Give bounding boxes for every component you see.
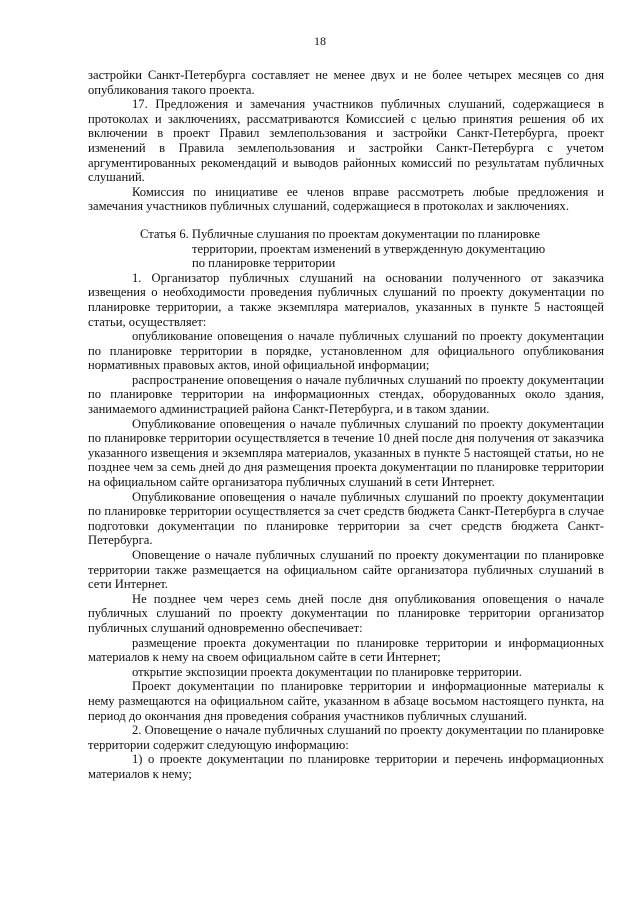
article-paragraph-1: 1. Организатор публичных слушаний на основании полученного от заказчика извещения о необходимости проведения публичных слушаний по проекту документации по планировке территории, а также экземпляра материалов, указанных в пункте 5 настоящей статьи, осуществляет: [88, 270, 604, 329]
article-heading [88, 227, 604, 271]
article-paragraph-seven-days: Не позднее чем через семь дней после дня опубликования оповещения о начале публичных слушаний по проекту документации по планировке территории организатор публичных слушаний одновременно обеспечивает: [88, 591, 604, 635]
article-paragraph-2: 2. Оповещение о начале публичных слушаний по проекту документации по планировке территории содержит следующую информацию: [88, 723, 604, 752]
document-body [88, 68, 604, 782]
paragraph-continuation: застройки Санкт-Петербурга составляет не менее двух и не более четырех месяцев со дня опубликования такого проекта. [88, 68, 604, 97]
article-paragraph-exposition: открытие экспозиции проекта документации по планировке территории. [132, 664, 522, 679]
article-paragraph-website: Оповещение о начале публичных слушаний по проекту документации по планировке территории также размещается на официальном сайте организатора публичных слушаний в сети Интернет. [88, 548, 604, 592]
article-paragraph-publication-funding: Опубликование оповещения о начале публичных слушаний по проекту документации по планировке территории осуществляется за счет средств бюджета Санкт-Петербурга в случае подготовки документации по планировке территории за счет средств бюджета Санкт-Петербурга. [88, 489, 604, 548]
article-heading-line-3: по планировке территории [192, 256, 336, 271]
article-heading-line-1: Статья 6. Публичные слушания по проектам документации по планировке [140, 226, 540, 241]
article-paragraph-2-item-1: 1) о проекте документации по планировке территории и перечень информационных материалов к нему; [88, 752, 604, 781]
article-heading-line-2: территории, проектам изменений в утвержденную документацию [192, 241, 546, 256]
article-paragraph-publication: опубликование оповещения о начале публичных слушаний по проекту документации по планировке территории в порядке, установленном для официального опубликования нормативных правовых актов, иной официальной информации; [88, 329, 604, 373]
paragraph-commission: Комиссия по инициативе ее членов вправе рассмотреть любые предложения и замечания участников публичных слушаний, содержащиеся в протоколах и заключениях. [88, 184, 604, 214]
article-paragraph-publication-timing: Опубликование оповещения о начале публичных слушаний по проекту документации по планировке территории осуществляется в течение 10 дней после дня получения от заказчика указанного извещения и экземпляра материалов, указанных в пункте 5 настоящей статьи, но не позднее чем за семь дней до дня размещения проекта документации по планировке территории на официальном сайте организатора публичных слушаний в сети Интернет. [88, 416, 604, 490]
page-number: 18 [314, 34, 326, 48]
paragraph-item-17: 17. Предложения и замечания участников публичных слушаний, содержащиеся в протоколах и заключениях, рассматриваются Комиссией с целью принятия решения об их включении в проект Правил землепользования и застройки Санкт-Петербурга, проект изменений в Правила землепользования и застройки Санкт-Петербурга с учетом аргументированных рекомендаций и выводов районных комиссий по результатам публичных слушаний. [88, 97, 604, 185]
article-paragraph-period: Проект документации по планировке территории и информационные материалы к нему размещаются на официальном сайте, указанном в абзаце восьмом настоящего пункта, на период до окончания дня проведения собрания участников публичных слушаний. [88, 679, 604, 723]
article-paragraph-distribution: распространение оповещения о начале публичных слушаний по проекту документации по планировке территории на информационных стендах, оборудованных около здания, занимаемого администрацией района Санкт-Петербурга, и в таком здании. [88, 372, 604, 417]
article-paragraph-placement: размещение проекта документации по планировке территории и информационных материалов к нему на своем официальном сайте в сети Интернет; [88, 635, 604, 665]
